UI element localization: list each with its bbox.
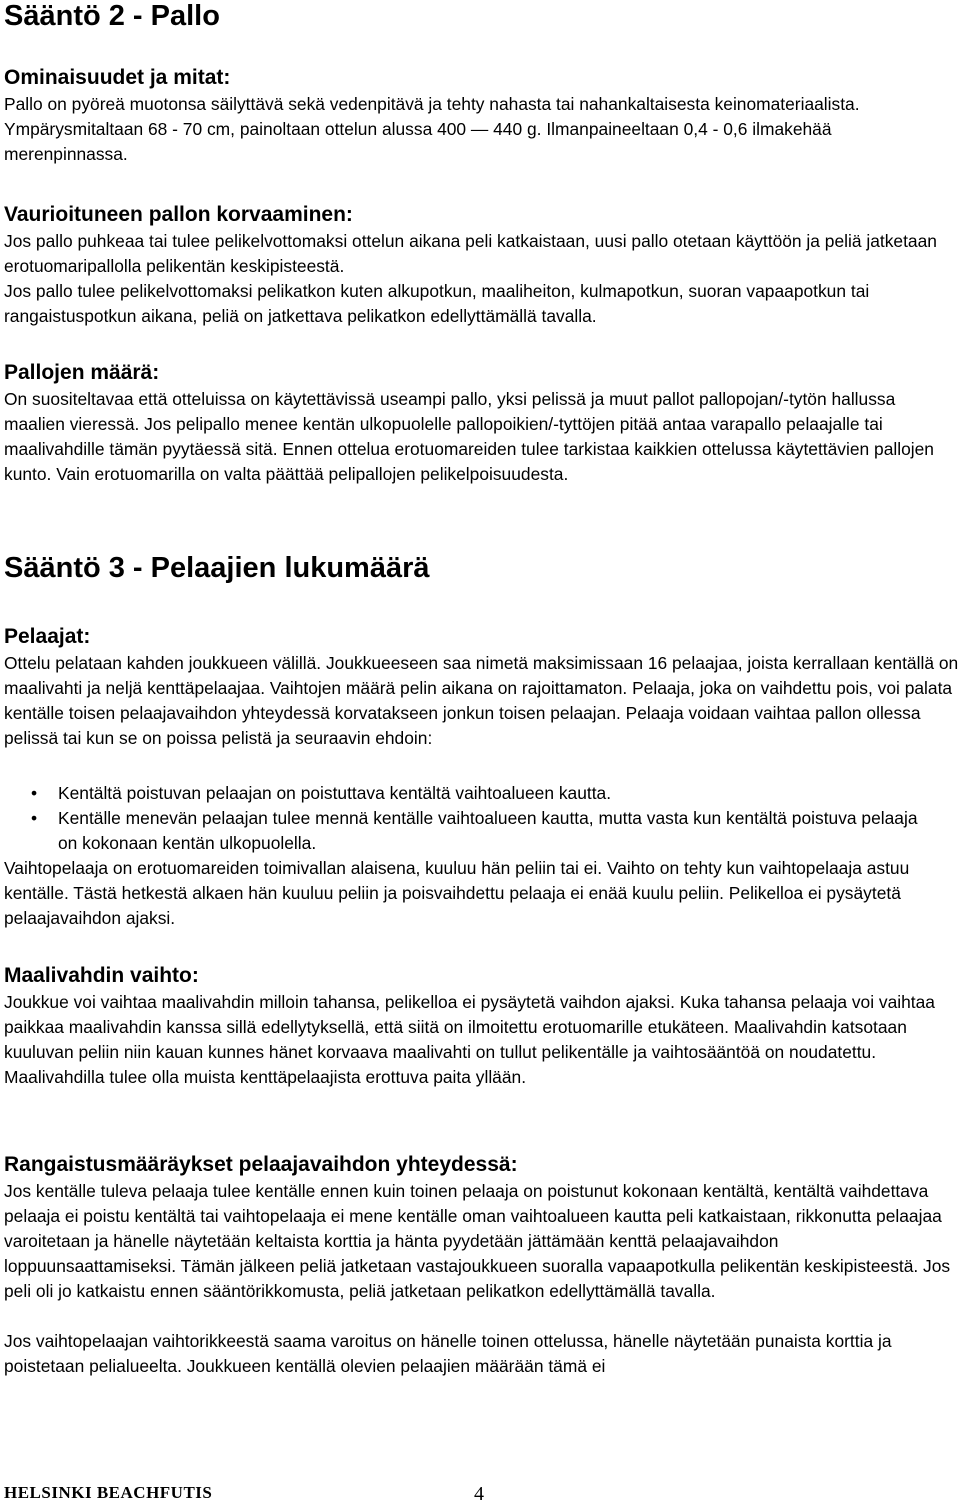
rule-2-title: Sääntö 2 - Pallo bbox=[4, 0, 220, 32]
page-number: 4 bbox=[474, 1483, 484, 1505]
players-text-2: Vaihtopelaaja on erotuomareiden toimivallan alaisena, kuuluu hän peliin tai ei. Vaihto on tehty kun vaihtopelaaja astuu kentälle. Tästä hetkestä alkaen hän kuuluu peliin ja poisvaihdettu pelaaja ei enää kuulu peliin. Pelikelloa ei pysäytetä pelaajavaihdon ajaksi. bbox=[4, 858, 910, 928]
penalty-text-2: Jos vaihtopelaajan vaihtorikkeestä saama varoitus on hänelle toinen ottelussa, hänelle näytetään punaista korttia ja poistetaan pelialueelta. Joukkueen kentällä olevien pelaajien määrään tämä ei bbox=[4, 1331, 892, 1376]
penalty-heading: Rangaistusmääräykset pelaajavaihdon yhteydessä: bbox=[4, 1153, 518, 1176]
list-item-text: Kentälle menevän pelaajan tulee mennä kentälle vaihtoalueen kautta, mutta vasta kun kentältä poistuva pelaaja on kokonaan kentän ulkopuolella. bbox=[58, 808, 918, 853]
ball-count-text: On suositeltavaa että otteluissa on käytettävissä useampi pallo, yksi pelissä ja muut pallot pallopojan/-tytön hallussa maalien vieressä. Jos pelipallo menee kentän ulkopuolelle pallopoikien/-tyttöjen pitää antaa varapallo pelaajalle tai maalivahdille tämän pyytäessä sitä. Ennen ottelua erotuomareiden tulee tarkistaa kaikkien ottelussa käytettävien pallojen kunto. Vain erotuomarilla on valta päättää pelipallojen pelikelpoisuudesta. bbox=[4, 389, 934, 484]
bullet-icon: • bbox=[31, 808, 38, 828]
list-item-text: Kentältä poistuvan pelaajan on poistuttava kentältä vaihtoalueen kautta. bbox=[58, 783, 612, 803]
substitution-conditions-list bbox=[4, 781, 934, 856]
goalkeeper-heading: Maalivahdin vaihto: bbox=[4, 964, 199, 987]
properties-heading: Ominaisuudet ja mitat: bbox=[4, 66, 231, 89]
bullet-icon: • bbox=[31, 783, 38, 803]
replacement-heading: Vaurioituneen pallon korvaaminen: bbox=[4, 203, 353, 226]
rule-3-title: Sääntö 3 - Pelaajien lukumäärä bbox=[4, 552, 430, 584]
replacement-text-1: Jos pallo puhkeaa tai tulee pelikelvottomaksi ottelun aikana peli katkaistaan, uusi pallo otetaan käyttöön ja peliä jatketaan erotuomaripallolla pelikentän keskipisteestä. bbox=[4, 231, 937, 276]
players-text: Ottelu pelataan kahden joukkueen välillä. Joukkueeseen saa nimetä maksimissaan 16 pelaajaa, joista kerrallaan kentällä on maalivahti ja neljä kenttäpelaajaa. Vaihtojen määrä pelin aikana on rajoittamaton. Pelaaja, joka on vaihdettu pois, voi palata kentälle toisen pelaajavaihdon yhteydessä korvatakseen jonkun toisen pelaajan. Pelaaja voidaan vaihtaa pallon ollessa pelissä tai kun se on poissa pelistä ja seuraavin ehdoin: bbox=[4, 653, 959, 748]
list-item bbox=[4, 806, 934, 856]
footer-brand: HELSINKI BEACHFUTIS bbox=[4, 1483, 213, 1502]
ball-count-heading: Pallojen määrä: bbox=[4, 361, 160, 384]
properties-text: Pallo on pyöreä muotonsa säilyttävä sekä vedenpitävä ja tehty nahasta tai nahankaltaisesta keinomateriaalista. Ympärysmitaltaan 68 - 70 cm, painoltaan ottelun alussa 400 — 440 g. Ilmanpaineeltaan 0,4 - 0,6 ilmakehää merenpinnassa. bbox=[4, 94, 860, 164]
penalty-text-1: Jos kentälle tuleva pelaaja tulee kentälle ennen kuin toinen pelaaja on poistunut kokonaan kentältä, kentältä vaihdettava pelaaja ei poistu kentältä tai vaihtopelaaja ei mene kentälle oman vaihtoalueen kautta peli katkaistaan, rikkonutta pelaajaa varoitetaan ja hänelle näytetään keltaista korttia ja hänta pyydetään jättämään kenttä pelaajavaihdon loppuunsaattamiseksi. Tämän jälkeen peliä jatketaan vastajoukkueen suoralla vapaapotkulla pelikentän keskipisteestä. Jos peli oli jo katkaistu ennen sääntörikkomusta, peliä jatketaan pelikatkon edellyttämällä tavalla. bbox=[4, 1181, 951, 1301]
players-heading: Pelaajat: bbox=[4, 625, 91, 648]
replacement-text-2: Jos pallo tulee pelikelvottomaksi pelikatkon kuten alkupotkun, maaliheiton, kulmapotkun, suoran vapaapotkun tai rangaistuspotkun aikana, peliä on jatkettava pelikatkon edellyttämällä tavalla. bbox=[4, 281, 870, 326]
list-item bbox=[4, 781, 934, 806]
goalkeeper-text: Joukkue voi vaihtaa maalivahdin milloin tahansa, pelikelloa ei pysäytetä vaihdon ajaksi. Kuka tahansa pelaaja voi vaihtaa paikkaa maalivahdin kanssa sillä edellytyksellä, että siitä on ilmoitettu erotuomarille etukäteen. Maalivahdin katsotaan kuuluvan peliin niin kauan kunnes hänet korvaava maalivahti on tullut pelikentälle ja vaihtosääntöä on noudatettu. Maalivahdilla tulee olla muista kenttäpelaajista erottuva paita yllään. bbox=[4, 992, 935, 1087]
